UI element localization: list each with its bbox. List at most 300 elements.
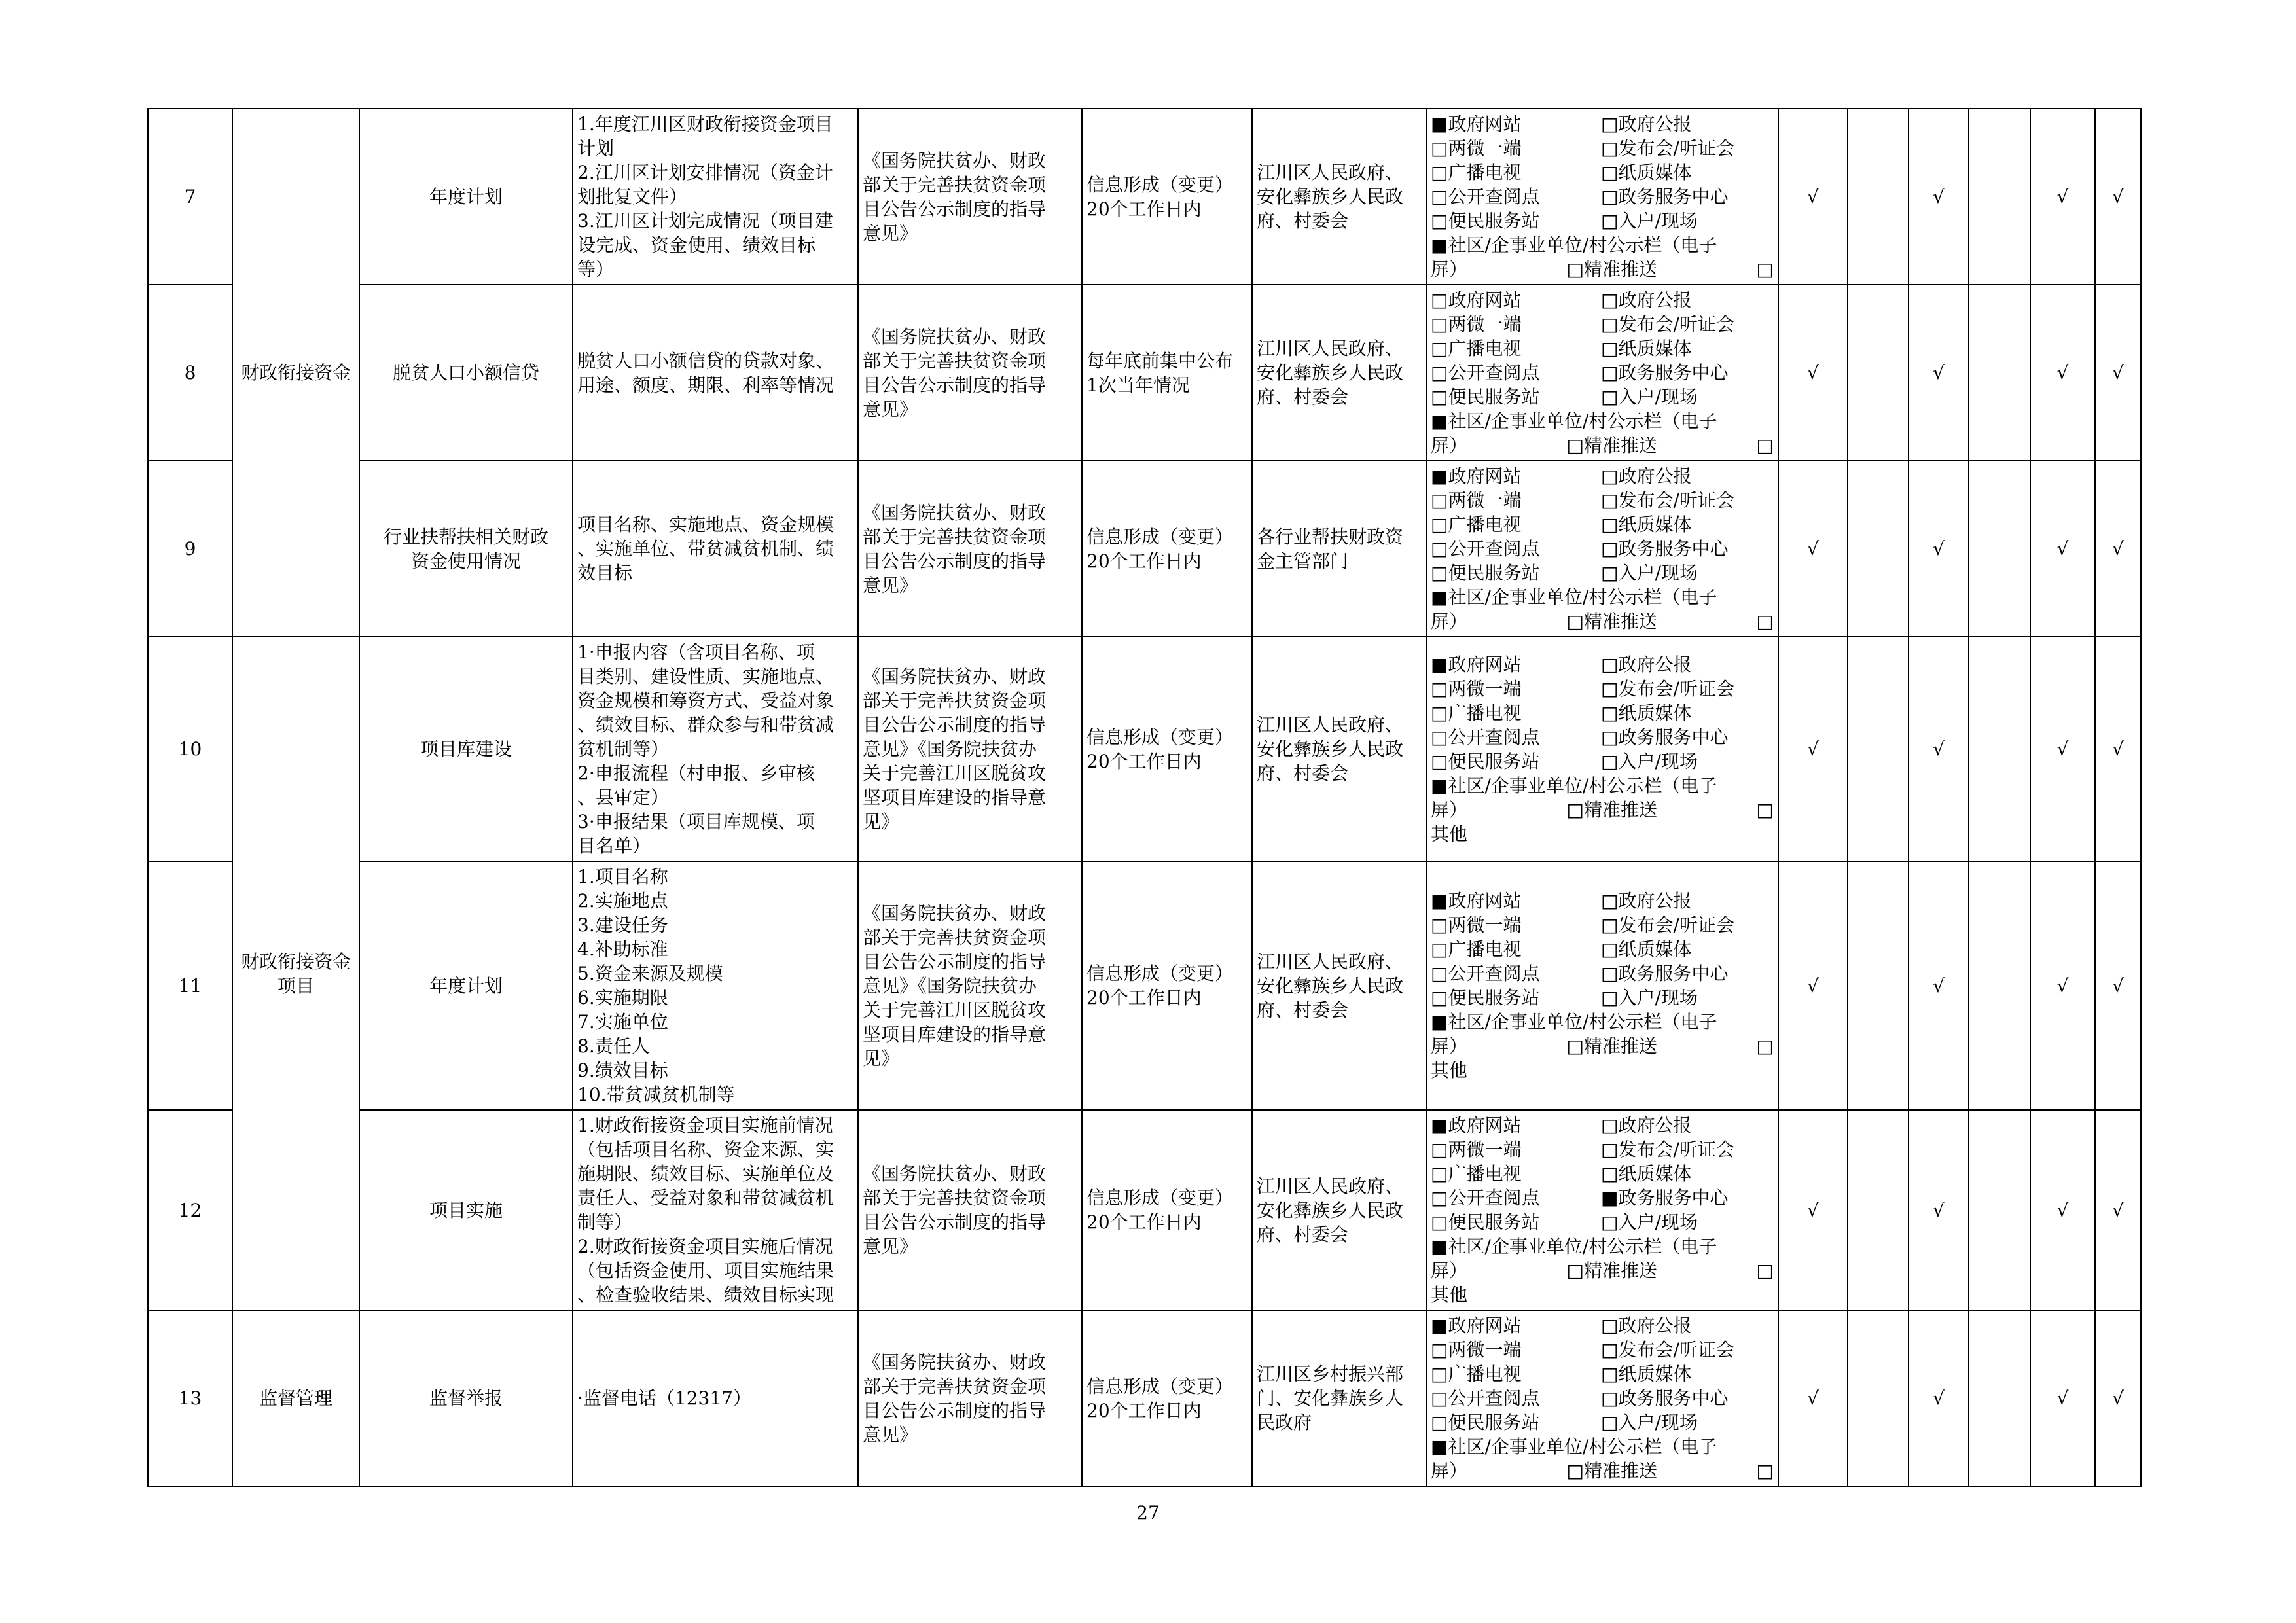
basis-line: 目公告公示制度的指导: [863, 714, 1047, 736]
basis-line: 意见》《国务院扶贫办: [863, 738, 1037, 760]
channel-trail: [1431, 798, 1774, 822]
channel-label: 入户/现场: [1618, 210, 1698, 232]
subject-cell: [1252, 109, 1426, 285]
channel-two_micro: [1431, 312, 1601, 336]
channel-label: 公开查阅点: [1448, 362, 1540, 383]
channel-checkbox: □: [1431, 514, 1448, 535]
content-line: 、检查验收结果、绩效目标实现: [577, 1284, 834, 1306]
item-label: 监督举报: [429, 1387, 503, 1409]
channel-community: [1431, 774, 1774, 798]
channel-label: 两微一端: [1448, 677, 1522, 700]
content-line: 计划: [577, 137, 615, 159]
channel-service_center: [1601, 361, 1774, 385]
channel-checkbox: □: [1601, 538, 1619, 560]
channel-label: 发布会/听证会: [1618, 137, 1734, 159]
channel-service_station: [1431, 749, 1601, 774]
subject-line: 安化彝族乡人民政: [1257, 186, 1404, 207]
basis-line: 部关于完善扶贫资金项: [863, 1375, 1047, 1397]
channel-checkbox: ■: [1431, 1315, 1448, 1336]
disclosure-table: [147, 108, 2142, 1487]
content-line: 脱贫人口小额信贷的贷款对象、: [577, 349, 834, 372]
channel-gazette: [1601, 464, 1774, 488]
time-line: 20个工作日内: [1086, 750, 1202, 772]
channel-label: 屏）: [1431, 1460, 1468, 1482]
basis-line: 意见》: [863, 574, 918, 596]
subject-line: 安化彝族乡人民政: [1257, 974, 1404, 997]
channel-label: 政府网站: [1448, 113, 1522, 135]
channel-checkbox: □: [1601, 963, 1619, 984]
content-cell: [573, 109, 858, 285]
channel-label: 政府公报: [1618, 1115, 1692, 1136]
content-line: 1.年度江川区财政衔接资金项目: [577, 113, 833, 135]
channel-checkbox: □: [1601, 186, 1619, 207]
check-mark: √: [2056, 974, 2069, 997]
check-mark: √: [1807, 538, 1819, 560]
channel-checkbox: ■: [1431, 1436, 1448, 1457]
channel-web: [1431, 1313, 1601, 1338]
channel-label: 两微一端: [1448, 490, 1522, 511]
content-cell: [573, 285, 858, 461]
channel-label: 公开查阅点: [1448, 726, 1540, 748]
basis-line: 意见》: [863, 1423, 918, 1446]
check-mark: √: [2112, 1199, 2124, 1221]
check-cell: [1778, 109, 1848, 285]
channel-service_center: [1601, 537, 1774, 561]
check-cell: [1969, 637, 2030, 861]
basis-line: 部关于完善扶贫资金项: [863, 173, 1047, 196]
channel-door: [1601, 1210, 1774, 1234]
content-cell: [573, 861, 858, 1110]
channel-label: 社区/企事业单位/村公示栏（电子: [1448, 586, 1717, 608]
channel-label: 纸质媒体: [1618, 1363, 1692, 1385]
channel-press: [1601, 677, 1774, 701]
check-mark: √: [1933, 362, 1945, 383]
basis-line: 关于完善江川区脱贫攻: [863, 999, 1047, 1021]
content-line: 用途、额度、期限、利率等情况: [577, 374, 834, 396]
channel-community: [1431, 409, 1774, 433]
time-line: 信息形成（变更）: [1086, 1375, 1234, 1397]
check-mark: √: [2056, 362, 2069, 383]
channel-service_station: [1431, 209, 1601, 233]
channel-label: 两微一端: [1448, 1339, 1522, 1361]
channel-checkbox: □: [1431, 289, 1448, 311]
check-cell: [1909, 109, 1969, 285]
basis-line: 目公告公示制度的指导: [863, 950, 1047, 972]
channel-trail: [1431, 609, 1774, 633]
check-cell: [1848, 285, 1909, 461]
content-line: 1·申报内容（含项目名称、项: [577, 641, 815, 663]
channel-label: 屏）: [1431, 1260, 1468, 1281]
channel-checkbox: □: [1756, 435, 1774, 456]
channel-web: [1431, 1113, 1601, 1137]
row-number: 13: [148, 1310, 232, 1486]
subject-cell: [1252, 1110, 1426, 1310]
channel-reading_point: [1431, 361, 1601, 385]
channel-checkbox: □: [1431, 702, 1448, 724]
channel-checkbox: □: [1756, 798, 1774, 821]
item-label: 年度计划: [429, 186, 503, 207]
channel-options: [1431, 1313, 1774, 1483]
content-line: 、实施单位、带贫减贫机制、绩: [577, 538, 834, 560]
channel-label: 广播电视: [1448, 162, 1522, 183]
channel-label: 纸质媒体: [1618, 938, 1692, 960]
item-label: 脱贫人口小额信贷: [392, 362, 539, 383]
channel-label: 精准推送: [1584, 1035, 1658, 1057]
channel-gazette: [1601, 112, 1774, 136]
channel-label: 入户/现场: [1618, 562, 1698, 584]
check-cell: [1848, 1110, 1909, 1310]
channel-label: 社区/企事业单位/村公示栏（电子: [1448, 1436, 1717, 1457]
page-number: 27: [1136, 1502, 1160, 1524]
row-number: 8: [148, 285, 232, 461]
channel-checkbox: □: [1431, 1363, 1448, 1385]
time-line: 20个工作日内: [1086, 1211, 1202, 1233]
subject-line: 府、村委会: [1257, 386, 1349, 408]
channel-two_micro: [1431, 136, 1601, 160]
channel-door: [1601, 561, 1774, 585]
basis-line: 目公告公示制度的指导: [863, 1211, 1047, 1233]
channel-label: 便民服务站: [1448, 1412, 1540, 1433]
channel-reading_point: [1431, 1186, 1601, 1210]
check-cell: [1909, 461, 1969, 637]
channel-label: 政府网站: [1448, 289, 1522, 311]
basis-cell: [858, 637, 1082, 861]
channel-label: 纸质媒体: [1618, 338, 1692, 359]
content-line: 1.项目名称: [577, 866, 668, 887]
basis-line: 目公告公示制度的指导: [863, 374, 1047, 396]
channel-gazette: [1601, 652, 1774, 677]
channel-checkbox: ■: [1431, 1236, 1448, 1257]
channel-checkbox: □: [1431, 1163, 1448, 1185]
basis-line: 坚项目库建设的指导意: [863, 787, 1047, 808]
channel-checkbox: □: [1601, 677, 1619, 700]
basis-line: 意见》: [863, 222, 918, 244]
channel-label: 社区/企事业单位/村公示栏（电子: [1448, 1236, 1717, 1257]
channel-label: 社区/企事业单位/村公示栏（电子: [1448, 774, 1717, 796]
check-cell: [1778, 1110, 1848, 1310]
content-line: 施期限、绩效目标、实施单位及: [577, 1163, 834, 1185]
channel-checkbox: □: [1601, 210, 1619, 232]
check-cell: [2095, 285, 2141, 461]
row-number: 10: [148, 637, 232, 861]
channel-label: 政务服务中心: [1618, 726, 1729, 748]
content-line: 目名单）: [577, 835, 651, 857]
check-cell: [1848, 109, 1909, 285]
channel-label: 政府网站: [1448, 1115, 1522, 1136]
channel-push: [1567, 798, 1657, 822]
subject-line: 江川区人民政府、: [1257, 950, 1404, 972]
channel-reading_point: [1431, 725, 1601, 749]
channel-service_station: [1431, 385, 1601, 409]
channel-label: 广播电视: [1448, 514, 1522, 535]
subject-cell: [1252, 1310, 1426, 1486]
channel-other: 其他: [1431, 1284, 1468, 1306]
basis-line: 目公告公示制度的指导: [863, 550, 1047, 572]
row-number: 7: [148, 109, 232, 285]
channel-community: [1431, 1234, 1774, 1258]
channel-reading_point: [1431, 1386, 1601, 1410]
channel-service_center: [1601, 185, 1774, 209]
content-cell: [573, 637, 858, 861]
basis-line: 见》: [863, 1047, 900, 1069]
channel-options: [1431, 288, 1774, 457]
content-line: 、绩效目标、群众参与和带贫减: [577, 714, 834, 736]
check-cell: [2030, 1310, 2095, 1486]
channel-checkbox: □: [1601, 1363, 1619, 1385]
content-line: （包括项目名称、资金来源、实: [577, 1139, 834, 1160]
channel-label: 入户/现场: [1618, 987, 1698, 1008]
channel-checkbox: □: [1431, 386, 1448, 408]
time-cell: [1082, 1310, 1252, 1486]
content-line: （包括资金使用、项目实施结果: [577, 1260, 834, 1281]
channel-label: 发布会/听证会: [1618, 490, 1734, 511]
check-cell: [2095, 109, 2141, 285]
check-mark: √: [1933, 974, 1945, 997]
channel-label: 屏）: [1431, 259, 1468, 280]
channel-trail: [1431, 1258, 1774, 1283]
channel-label: 政府公报: [1618, 890, 1692, 912]
table-row: [148, 285, 2141, 461]
channel-checkbox: □: [1431, 1211, 1448, 1233]
channel-checkbox: □: [1431, 137, 1448, 159]
channel-web: [1431, 464, 1601, 488]
row-number: 11: [148, 861, 232, 1110]
channel-checkbox: □: [1601, 726, 1619, 748]
table-row: [148, 1310, 2141, 1486]
channel-checkbox: □: [1566, 1260, 1584, 1281]
channel-checkbox: □: [1601, 1115, 1619, 1136]
check-cell: [1909, 1110, 1969, 1310]
channel-service_station: [1431, 561, 1601, 585]
channel-label: 政府网站: [1448, 890, 1522, 912]
basis-line: 目公告公示制度的指导: [863, 198, 1047, 220]
item-label: 行业扶帮扶相关财政 资金使用情况: [383, 526, 548, 572]
content-line: 3·申报结果（项目库规模、项: [577, 811, 815, 832]
channel-label: 精准推送: [1584, 259, 1658, 280]
check-cell: [2095, 637, 2141, 861]
channel-checkbox: □: [1431, 362, 1448, 383]
channel-door: [1601, 385, 1774, 409]
channel-checkbox: ■: [1431, 410, 1448, 432]
channel-label: 便民服务站: [1448, 210, 1540, 232]
check-cell: [1778, 285, 1848, 461]
channel-press: [1601, 1137, 1774, 1162]
basis-cell: [858, 861, 1082, 1110]
check-mark: √: [1933, 1387, 1945, 1409]
channel-label: 精准推送: [1584, 1260, 1658, 1281]
channel-checkbox: □: [1601, 750, 1619, 772]
channel-label: 政务服务中心: [1618, 538, 1729, 560]
channel-checkbox: □: [1601, 362, 1619, 383]
check-cell: [1909, 285, 1969, 461]
check-mark: √: [2056, 738, 2069, 760]
subject-cell: [1252, 861, 1426, 1110]
channel-label: 政务服务中心: [1618, 362, 1729, 383]
channel-checkbox: □: [1601, 914, 1619, 936]
channel-push: [1567, 1258, 1657, 1283]
channel-broadcast: [1431, 1362, 1601, 1386]
channel-label: 发布会/听证会: [1618, 313, 1734, 335]
channel-label: 精准推送: [1584, 798, 1658, 821]
channel-reading_point: [1431, 185, 1601, 209]
content-line: 5.资金来源及规模: [577, 963, 723, 984]
channel-checkbox: □: [1601, 1139, 1619, 1160]
channel-label: 入户/现场: [1618, 750, 1698, 772]
time-line: 信息形成（变更）: [1086, 1187, 1234, 1209]
channel-two_micro: [1431, 913, 1601, 937]
channel-print: [1601, 336, 1774, 361]
content-line: 2.江川区计划安排情况（资金计: [577, 162, 833, 183]
table-row: [148, 637, 2141, 861]
channels-cell: [1426, 861, 1778, 1110]
channel-options: [1431, 889, 1774, 1082]
subject-line: 门、安化彝族乡人: [1257, 1387, 1404, 1409]
channel-label: 社区/企事业单位/村公示栏（电子: [1448, 234, 1717, 256]
basis-line: 《国务院扶贫办、财政: [863, 501, 1047, 524]
channel-reading_point: [1431, 961, 1601, 986]
channel-label: 入户/现场: [1618, 386, 1698, 408]
basis-cell: [858, 285, 1082, 461]
time-line: 1次当年情况: [1086, 374, 1190, 396]
content-line: 3.江川区计划完成情况（项目建: [577, 210, 833, 232]
subject-line: 江川区人民政府、: [1257, 162, 1404, 183]
item-cell: [359, 1310, 573, 1486]
time-cell: [1082, 637, 1252, 861]
basis-cell: [858, 109, 1082, 285]
channel-gazette: [1601, 1313, 1774, 1338]
channel-checkbox: □: [1601, 137, 1619, 159]
check-cell: [2095, 861, 2141, 1110]
channel-print: [1601, 512, 1774, 537]
content-line: 效目标: [577, 562, 633, 584]
time-line: 信息形成（变更）: [1086, 173, 1234, 196]
basis-line: 部关于完善扶贫资金项: [863, 526, 1047, 548]
table-row: [148, 1110, 2141, 1310]
channel-label: 政府公报: [1618, 1315, 1692, 1336]
channel-label: 发布会/听证会: [1618, 1339, 1734, 1361]
time-line: 20个工作日内: [1086, 550, 1202, 572]
channel-checkbox: □: [1601, 702, 1619, 724]
channel-checkbox: □: [1756, 1260, 1774, 1281]
channels-cell: [1426, 285, 1778, 461]
content-line: 8.责任人: [577, 1035, 650, 1057]
content-line: 资金规模和筹资方式、受益对象: [577, 690, 834, 711]
channel-label: 两微一端: [1448, 914, 1522, 936]
basis-line: 部关于完善扶贫资金项: [863, 926, 1047, 948]
channel-checkbox: □: [1601, 653, 1619, 675]
subject-cell: [1252, 285, 1426, 461]
basis-cell: [858, 1110, 1082, 1310]
channel-two_micro: [1431, 488, 1601, 512]
check-mark: √: [2056, 538, 2069, 560]
content-line: 等）: [577, 259, 615, 280]
category-label: 监督管理: [259, 1387, 332, 1409]
content-line: 目类别、建设性质、实施地点、: [577, 666, 834, 687]
channel-other: 其他: [1431, 1060, 1468, 1081]
channel-community: [1431, 1010, 1774, 1034]
channel-label: 广播电视: [1448, 938, 1522, 960]
channel-web: [1431, 889, 1601, 913]
channel-label: 政府网站: [1448, 1315, 1522, 1336]
channel-checkbox: □: [1601, 1211, 1619, 1233]
item-cell: [359, 285, 573, 461]
check-cell: [1848, 861, 1909, 1110]
content-line: 设完成、资金使用、绩效目标: [577, 234, 816, 256]
channel-push: [1567, 609, 1657, 633]
channel-checkbox: □: [1431, 677, 1448, 700]
content-line: 责任人、受益对象和带贫减贫机: [577, 1187, 834, 1209]
channel-checkbox: □: [1431, 1139, 1448, 1160]
channel-label: 政府公报: [1618, 113, 1692, 135]
channel-door: [1601, 209, 1774, 233]
channel-press: [1601, 136, 1774, 160]
channel-gazette: [1601, 288, 1774, 312]
channel-label: 屏）: [1431, 611, 1468, 632]
time-line: 20个工作日内: [1086, 987, 1202, 1008]
basis-line: 《国务院扶贫办、财政: [863, 666, 1047, 687]
channel-label: 公开查阅点: [1448, 1187, 1540, 1209]
check-mark: √: [1807, 1387, 1819, 1409]
time-line: 每年底前集中公布: [1086, 349, 1234, 372]
channel-label: 政府公报: [1618, 289, 1692, 311]
channel-broadcast: [1431, 937, 1601, 961]
table-row: [148, 861, 2141, 1110]
check-mark: √: [2112, 1387, 2124, 1409]
category-cell: [232, 109, 359, 637]
time-cell: [1082, 861, 1252, 1110]
basis-cell: [858, 1310, 1082, 1486]
channel-press: [1601, 312, 1774, 336]
check-cell: [1848, 461, 1909, 637]
channel-checkbox: □: [1566, 611, 1584, 632]
channel-checkbox: ■: [1431, 890, 1448, 912]
channel-label: 公开查阅点: [1448, 538, 1540, 560]
check-cell: [1969, 1110, 2030, 1310]
item-label: 年度计划: [429, 974, 503, 997]
check-cell: [1778, 1310, 1848, 1486]
subject-line: 府、村委会: [1257, 1223, 1349, 1245]
content-line: ·监督电话（12317）: [577, 1387, 751, 1409]
channel-checkbox: □: [1566, 1035, 1584, 1057]
channel-checkbox: □: [1431, 490, 1448, 511]
table-row: [148, 109, 2141, 285]
channel-checkbox: □: [1756, 1035, 1774, 1057]
channel-checkbox: □: [1601, 313, 1619, 335]
channel-checkbox: □: [1601, 338, 1619, 359]
content-line: 6.实施期限: [577, 987, 668, 1008]
channel-label: 政务服务中心: [1618, 1187, 1729, 1209]
channel-checkbox: □: [1431, 1187, 1448, 1209]
channel-service_center: [1601, 725, 1774, 749]
check-cell: [1848, 637, 1909, 861]
channel-other: 其他: [1431, 823, 1468, 845]
channel-checkbox: □: [1601, 1412, 1619, 1433]
channel-label: 纸质媒体: [1618, 1163, 1692, 1185]
channel-label: 便民服务站: [1448, 562, 1540, 584]
time-cell: [1082, 109, 1252, 285]
subject-line: 江川区乡村振兴部: [1257, 1363, 1404, 1385]
channel-checkbox: □: [1601, 1339, 1619, 1361]
channels-cell: [1426, 1110, 1778, 1310]
check-cell: [1909, 637, 1969, 861]
channel-label: 公开查阅点: [1448, 963, 1540, 984]
channel-checkbox: □: [1601, 562, 1619, 584]
channel-checkbox: □: [1601, 890, 1619, 912]
channel-door: [1601, 986, 1774, 1010]
subject-line: 安化彝族乡人民政: [1257, 738, 1404, 760]
check-mark: √: [2112, 362, 2124, 383]
check-mark: √: [2056, 186, 2069, 207]
